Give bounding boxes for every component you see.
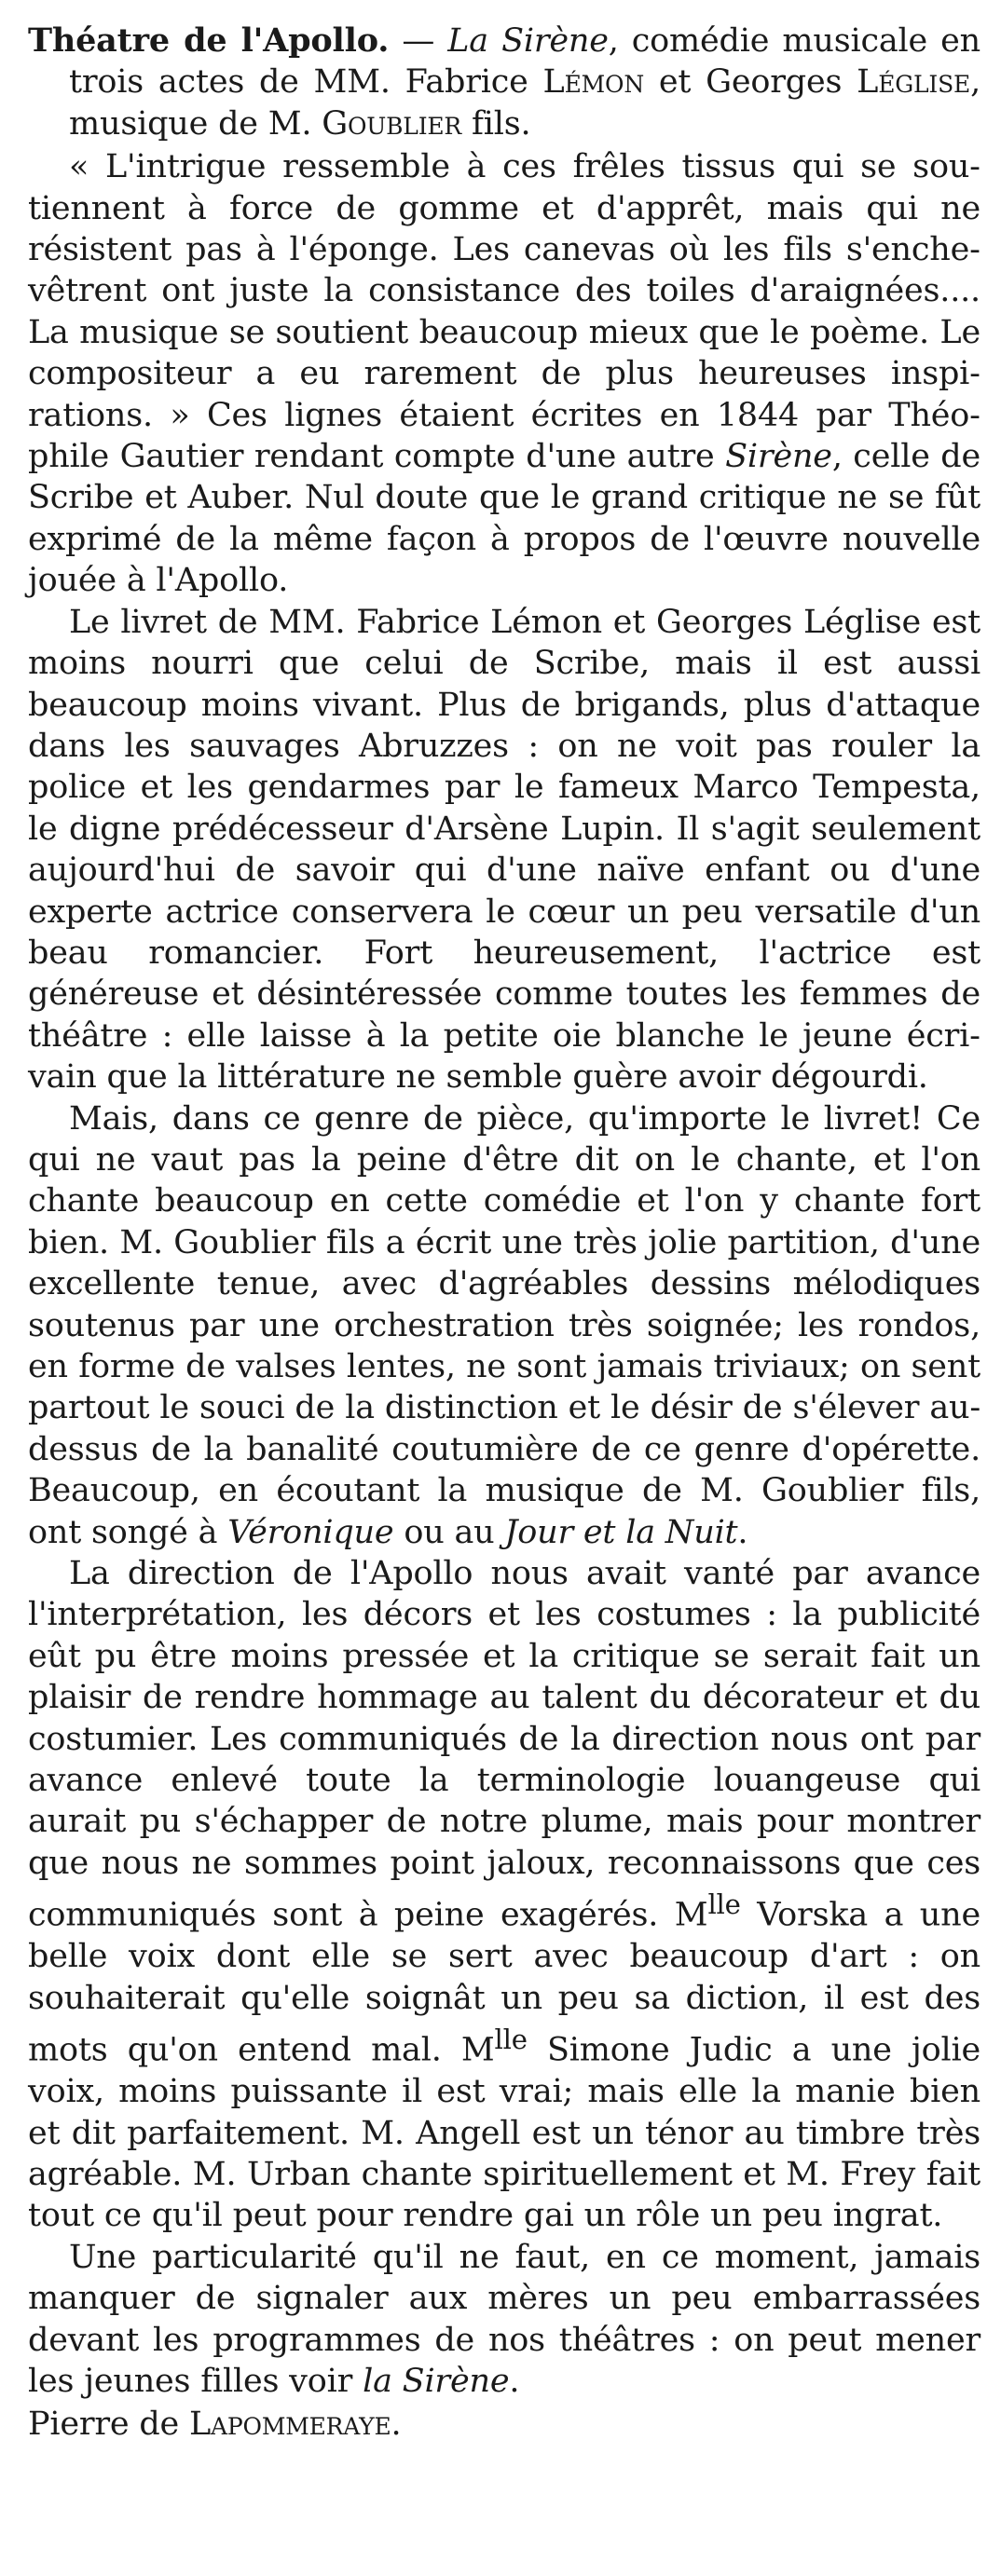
paragraph-interpretation: La direction de l'Apollo nous avait vanté par avance l'interprétation, les décors et les costumes : la publicité eût pu être moins pressée et la critique se serait fait un plaisir de rendre hommage au talent du décorateur et du costumier. Les communiqués de la direction nous ont par avance enlevé toute la terminologie louangeuse qui aurait pu s'échapper de notre plume, mais pour montrer que nous ne sommes point jaloux, reconnaissons que ces communiqués sont à peine exagérés. $M^{lle}$ Vorska a une belle voix dont elle se sert avec beaucoup d'art : on souhaiterait qu'elle soignât un peu sa diction, il est des mots qu'on entend mal. $M^{lle}$ Simone Judic a une jolie voix, moins puissante il est vrai; mais elle la manie bien et dit parfaitement. M. Angell est un ténor au timbre très agréable. M. Urban chante spirituellement et M. Frey fait tout ce qu'il peut pour rendre gai un rôle un peu ingrat.: [28, 1555, 980, 2235]
composer-goublier: Goublier: [322, 104, 462, 143]
paragraph-musique: Mais, dans ce genre de pièce, qu'importe le livret! Ce qui ne vaut pas la peine d'être dit on le chante, et l'on chante beaucoup en cette comédie et l'on y chante fort bien. M. Goublier fils a écrit une très jolie partition, d'une excellente tenue, avec d'agréables dessins mélodiques soutenus par une orchestration très soignée; les rondos, en forme de valses lentes, ne sont jamais triviaux; on sent partout le souci de la distinction et le désir de s'élever au-dessus de la banalité coutumière de ce genre d'opérette. Beaucoup, en écoutant la musique de M. Goublier fils, ont songé à Véronique ou au Jour et la Nuit.: [28, 1099, 980, 1551]
paragraph-livret: Le livret de MM. Fabrice Lémon et Georges Léglise est moins nourri que celui de Scribe, mais il est aussi beaucoup moins vivant. Plus de brigands, plus d'attaque dans les sauvages Abruzzes : on ne voit pas rouler la police et les gendarmes par le fameux Marco Tempesta, le digne prédécesseur d'Arsène Lupin. Il s'agit seulement aujourd'hui de savoir qui d'une naïve enfant ou d'une experte actrice conservera le cœur un peu versatile d'un beau romancier. Fort heureusement, l'actrice est généreuse et désintéressée comme toutes les femmes de théâtre : elle laisse à la petite oie blanche le jeune écrivain que la littérature ne semble guère avoir dégourdi.: [28, 603, 980, 1097]
paragraph-quote: « L'intrigue ressemble à ces frêles tissus qui se soutiennent à force de gomme et d'apprêt, mais qui ne résistent pas à l'éponge. Les canevas où les fils s'enchevêtrent ont juste la consistance des toiles d'araignées.... La musique se soutient beaucoup mieux que le poème. Le compositeur a eu rarement de plus heureuses inspirations. » Ces lignes étaient écrites en 1844 par Théophile Gautier rendant compte d'une autre Sirène, celle de Scribe et Auber. Nul doute que le grand critique ne se fût exprimé de la même façon à propos de l'œuvre nouvelle jouée à l'Apollo.: [28, 148, 980, 600]
play-title: La Sirène: [447, 22, 609, 60]
author-signature: Pierre de Lapommeraye.: [28, 2406, 402, 2444]
author-lemon: Lémon: [542, 63, 644, 102]
theatre-name: Théatre de l'Apollo.: [28, 21, 390, 60]
paragraph-particularite: Une particularité qu'il ne faut, en ce moment, jamais manquer de signaler aux mères un peu embarrassées devant les programmes de nos théâtres : on peut mener les jeunes filles voir la Sirène.: [28, 2238, 980, 2401]
author-leglise: Léglise: [857, 63, 971, 102]
article-heading: Théatre de l'Apollo. — La Sirène, comédie musicale en trois actes de MM. Fabrice Lémon et Georges Léglise, musique de M. Goublier fils.: [28, 21, 981, 143]
